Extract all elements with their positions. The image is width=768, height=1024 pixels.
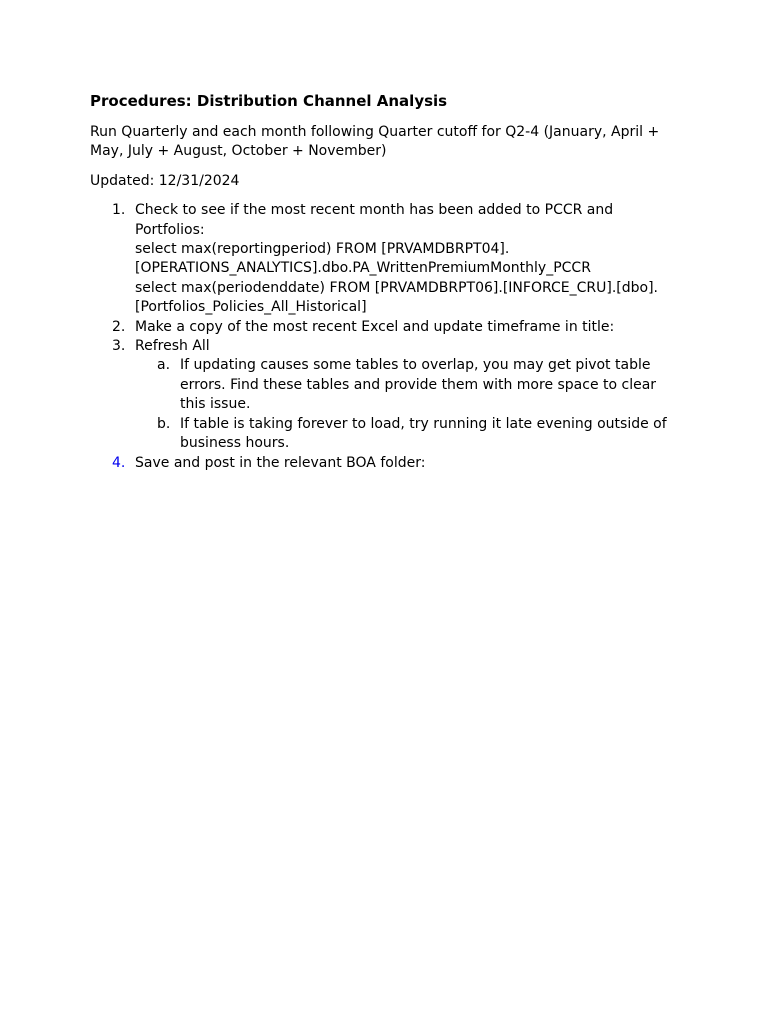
step-text: Check to see if the most recent month has been added to PCCR and Portfolios: [135,202,614,238]
step-text: Refresh All [135,338,210,355]
substep-text: If updating causes some tables to overlap, you may get pivot table errors. Find these tables and provide them with more space to clear this issue. [180,357,657,413]
step-text: Save and post in the relevant BOA folder: [135,454,426,471]
substep-a [135,356,670,414]
step-2 [90,318,670,337]
substep-b [135,415,670,454]
step-number: 2. [112,318,126,335]
page-title: Procedures: Distribution Channel Analysis [90,92,448,110]
step-number: 1. [112,202,126,219]
schedule-note: Run Quarterly and each month following Quarter cutoff for Q2-4 (January, April + May, July + August, October + November) [90,124,660,160]
substeps [135,356,670,453]
step-3 [90,337,670,453]
updated-date: Updated: 12/31/2024 [90,172,240,189]
procedure-steps [90,201,670,473]
substep-letter: b. [157,415,171,432]
step-text: Make a copy of the most recent Excel and update timeframe in title: [135,318,615,335]
substep-text: If table is taking forever to load, try running it late evening outside of business hours. [180,415,667,452]
sql-query-portfolios: select max(periodenddate) FROM [PRVAMDBRPT06].[INFORCE_CRU].[dbo].[Portfolios_Policies_All_Historical] [135,279,658,316]
step-number: 3. [112,338,126,355]
step-number: 4. [112,454,126,471]
sql-query-pccr: select max(reportingperiod) FROM [PRVAMDBRPT04].[OPERATIONS_ANALYTICS].dbo.PA_WrittenPremiumMonthly_PCCR [135,241,591,277]
substep-letter: a. [157,357,171,374]
step-1 [90,201,670,317]
document-page [90,91,670,473]
step-4 [90,454,670,473]
